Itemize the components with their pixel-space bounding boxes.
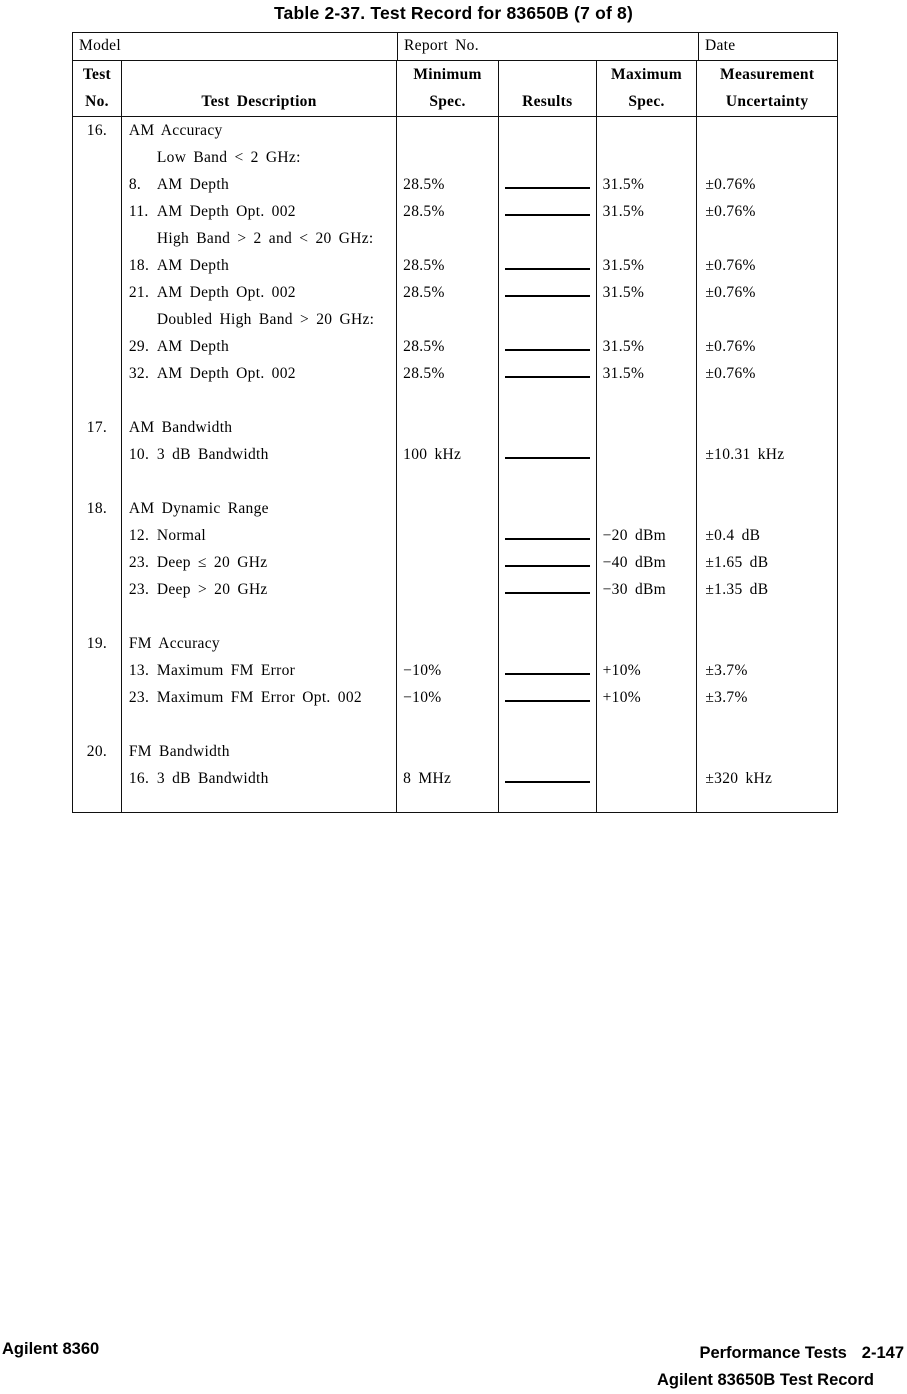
description-text: AM Depth Opt. 002 xyxy=(156,365,296,382)
cell-description xyxy=(121,279,396,306)
table-row xyxy=(73,144,837,171)
cell-max-spec: 31.5% xyxy=(596,252,697,279)
item-number: 13. xyxy=(128,662,150,679)
cell-description xyxy=(121,360,396,387)
cell-description xyxy=(121,765,396,792)
cell-max-spec xyxy=(596,765,697,792)
table-row xyxy=(73,684,837,711)
cell-test-no xyxy=(73,657,121,684)
cell-min-spec xyxy=(396,522,498,549)
spacer-row xyxy=(73,468,837,495)
cell-uncertainty: ±0.76% xyxy=(696,198,837,225)
spacer-row xyxy=(73,603,837,630)
description-text: AM Depth xyxy=(156,257,230,274)
cell-test-no xyxy=(73,198,121,225)
cell-description xyxy=(121,252,396,279)
description-text: AM Bandwidth xyxy=(128,419,233,436)
cell-max-spec xyxy=(596,117,697,144)
cell-max-spec: 31.5% xyxy=(596,279,697,306)
filler-cell xyxy=(498,792,596,812)
result-blank-line xyxy=(505,592,590,594)
cell-max-spec: 31.5% xyxy=(596,171,697,198)
cell-description xyxy=(121,576,396,603)
spacer-row xyxy=(73,387,837,414)
cell-description xyxy=(121,441,396,468)
result-blank-line xyxy=(505,214,590,216)
footer-page-number: 2-147 xyxy=(861,1344,904,1362)
column-header-row xyxy=(73,61,837,117)
description-text: Normal xyxy=(156,527,207,544)
table-body xyxy=(73,117,837,812)
cell-results xyxy=(498,225,596,252)
description-text: AM Depth xyxy=(156,338,230,355)
table-row xyxy=(73,738,837,765)
cell-description xyxy=(121,549,396,576)
cell-uncertainty: ±1.65 dB xyxy=(696,549,837,576)
cell-description xyxy=(121,657,396,684)
cell-description xyxy=(121,738,396,765)
cell-description xyxy=(121,333,396,360)
cell-results xyxy=(498,387,596,414)
cell-uncertainty: ±0.76% xyxy=(696,360,837,387)
filler-cell xyxy=(696,792,837,812)
cell-max-spec xyxy=(596,306,697,333)
cell-test-no: 18. xyxy=(86,500,108,517)
cell-min-spec xyxy=(396,387,498,414)
cell-results xyxy=(498,306,596,333)
cell-test-no xyxy=(73,765,121,792)
table-row xyxy=(73,198,837,225)
cell-test-no: 17. xyxy=(86,419,108,436)
table-row xyxy=(73,630,837,657)
cell-uncertainty xyxy=(696,630,837,657)
cell-results xyxy=(498,630,596,657)
table-row xyxy=(73,225,837,252)
cell-min-spec: 28.5% xyxy=(396,198,498,225)
item-number: 23. xyxy=(128,689,150,706)
cell-min-spec xyxy=(396,225,498,252)
cell-uncertainty: ±10.31 kHz xyxy=(696,441,837,468)
result-blank-line xyxy=(505,295,590,297)
cell-test-no: 19. xyxy=(86,635,108,652)
description-text: 3 dB Bandwidth xyxy=(156,446,269,463)
result-blank-line xyxy=(505,781,590,783)
cell-max-spec: +10% xyxy=(596,684,697,711)
cell-test-no xyxy=(73,468,121,495)
cell-uncertainty: ±3.7% xyxy=(696,684,837,711)
table-row xyxy=(73,333,837,360)
result-blank-line xyxy=(505,538,590,540)
cell-description xyxy=(121,171,396,198)
item-number: 8. xyxy=(128,176,142,193)
cell-results xyxy=(498,495,596,522)
page-title: Table 2-37. Test Record for 83650B (7 of 8) xyxy=(273,3,634,23)
cell-max-spec xyxy=(596,738,697,765)
cell-max-spec xyxy=(596,630,697,657)
filler-cell xyxy=(121,792,396,812)
cell-max-spec: −30 dBm xyxy=(596,576,697,603)
cell-max-spec: −40 dBm xyxy=(596,549,697,576)
cell-test-no xyxy=(73,252,121,279)
description-text: AM Depth Opt. 002 xyxy=(156,203,296,220)
cell-test-no xyxy=(73,684,121,711)
cell-min-spec: −10% xyxy=(396,657,498,684)
footer-right-block xyxy=(657,1340,904,1394)
cell-description xyxy=(121,684,396,711)
cell-description xyxy=(121,630,396,657)
cell-min-spec xyxy=(396,144,498,171)
cell-min-spec: −10% xyxy=(396,684,498,711)
colheader-test-no: Test No. xyxy=(82,66,112,110)
cell-test-no xyxy=(73,333,121,360)
cell-uncertainty xyxy=(696,306,837,333)
cell-uncertainty xyxy=(696,117,837,144)
info-model: Model xyxy=(79,37,121,54)
footer-page-header xyxy=(657,1340,904,1367)
cell-max-spec xyxy=(596,387,697,414)
cell-results xyxy=(498,603,596,630)
cell-min-spec xyxy=(396,549,498,576)
cell-min-spec: 28.5% xyxy=(396,279,498,306)
table-row xyxy=(73,117,837,144)
cell-description xyxy=(121,144,396,171)
cell-max-spec: +10% xyxy=(596,657,697,684)
cell-max-spec xyxy=(596,441,697,468)
cell-test-no xyxy=(73,360,121,387)
cell-results xyxy=(498,522,596,549)
cell-description xyxy=(121,306,396,333)
cell-description xyxy=(121,414,396,441)
item-number: 12. xyxy=(128,527,150,544)
cell-results xyxy=(498,711,596,738)
cell-description xyxy=(121,468,396,495)
cell-results xyxy=(498,333,596,360)
cell-test-no xyxy=(73,603,121,630)
cell-uncertainty xyxy=(696,711,837,738)
result-blank-line xyxy=(505,565,590,567)
table-row xyxy=(73,306,837,333)
description-text: Doubled High Band > 20 GHz: xyxy=(156,311,375,328)
cell-results xyxy=(498,117,596,144)
item-number: 16. xyxy=(128,770,150,787)
cell-test-no xyxy=(73,576,121,603)
item-number: 10. xyxy=(128,446,150,463)
cell-min-spec xyxy=(396,468,498,495)
cell-uncertainty xyxy=(696,603,837,630)
table-row xyxy=(73,522,837,549)
result-blank-line xyxy=(505,268,590,270)
cell-results xyxy=(498,144,596,171)
item-number: 18. xyxy=(128,257,150,274)
cell-results xyxy=(498,360,596,387)
cell-min-spec xyxy=(396,495,498,522)
filler-row xyxy=(73,792,837,812)
cell-test-no xyxy=(73,225,121,252)
cell-test-no xyxy=(73,144,121,171)
info-report-no: Report No. xyxy=(397,33,698,60)
cell-results xyxy=(498,414,596,441)
cell-uncertainty: ±0.76% xyxy=(696,333,837,360)
cell-max-spec xyxy=(596,495,697,522)
colheader-min-spec: Minimum Spec. xyxy=(396,61,498,116)
info-header-row xyxy=(73,33,837,61)
item-number: 23. xyxy=(128,554,150,571)
cell-uncertainty xyxy=(696,144,837,171)
cell-min-spec: 28.5% xyxy=(396,333,498,360)
description-text: Deep ≤ 20 GHz xyxy=(156,554,268,571)
table-row xyxy=(73,414,837,441)
description-text: Maximum FM Error Opt. 002 xyxy=(156,689,362,706)
result-blank-line xyxy=(505,376,590,378)
cell-uncertainty: ±0.76% xyxy=(696,171,837,198)
description-text: High Band > 2 and < 20 GHz: xyxy=(156,230,374,247)
cell-test-no xyxy=(73,279,121,306)
cell-results xyxy=(498,441,596,468)
cell-test-no xyxy=(73,549,121,576)
description-text: Deep > 20 GHz xyxy=(156,581,268,598)
cell-results xyxy=(498,549,596,576)
cell-description xyxy=(121,387,396,414)
cell-results xyxy=(498,171,596,198)
result-blank-line xyxy=(505,457,590,459)
cell-min-spec: 28.5% xyxy=(396,171,498,198)
cell-min-spec xyxy=(396,117,498,144)
cell-results xyxy=(498,576,596,603)
cell-min-spec: 8 MHz xyxy=(396,765,498,792)
cell-min-spec xyxy=(396,738,498,765)
cell-min-spec xyxy=(396,576,498,603)
cell-description xyxy=(121,603,396,630)
table-row xyxy=(73,657,837,684)
cell-min-spec: 28.5% xyxy=(396,360,498,387)
cell-min-spec: 28.5% xyxy=(396,252,498,279)
description-text: FM Bandwidth xyxy=(128,743,230,760)
cell-min-spec xyxy=(396,711,498,738)
cell-min-spec xyxy=(396,630,498,657)
cell-max-spec: 31.5% xyxy=(596,198,697,225)
colheader-description: Test Description xyxy=(121,61,396,116)
footer-left-text: Agilent 8360 xyxy=(2,1340,100,1358)
footer-doc-title: Agilent 83650B Test Record xyxy=(656,1371,874,1389)
cell-test-no xyxy=(73,711,121,738)
table-row xyxy=(73,576,837,603)
colheader-uncertainty: Measurement Uncertainty xyxy=(696,61,837,116)
item-number: 23. xyxy=(128,581,150,598)
item-number: 21. xyxy=(128,284,150,301)
cell-results xyxy=(498,252,596,279)
cell-description xyxy=(121,495,396,522)
cell-uncertainty: ±0.76% xyxy=(696,279,837,306)
cell-uncertainty: ±0.4 dB xyxy=(696,522,837,549)
cell-min-spec: 100 kHz xyxy=(396,441,498,468)
cell-test-no: 20. xyxy=(86,743,108,760)
cell-description xyxy=(121,522,396,549)
result-blank-line xyxy=(505,700,590,702)
cell-test-no xyxy=(73,441,121,468)
cell-uncertainty: ±320 kHz xyxy=(696,765,837,792)
description-text: FM Accuracy xyxy=(128,635,220,652)
description-text: AM Depth xyxy=(156,176,230,193)
cell-results xyxy=(498,738,596,765)
cell-test-no xyxy=(73,522,121,549)
cell-max-spec xyxy=(596,468,697,495)
cell-uncertainty xyxy=(696,387,837,414)
colheader-results: Results xyxy=(498,61,596,116)
cell-description xyxy=(121,198,396,225)
cell-test-no xyxy=(73,306,121,333)
cell-min-spec xyxy=(396,306,498,333)
item-number: 29. xyxy=(128,338,150,355)
cell-description xyxy=(121,117,396,144)
table-row xyxy=(73,360,837,387)
description-text: Low Band < 2 GHz: xyxy=(156,149,301,166)
description-text: AM Accuracy xyxy=(128,122,223,139)
item-number: 32. xyxy=(128,365,150,382)
test-record-table xyxy=(72,32,838,813)
cell-results xyxy=(498,279,596,306)
cell-test-no xyxy=(73,171,121,198)
cell-uncertainty: ±3.7% xyxy=(696,657,837,684)
filler-cell xyxy=(73,792,121,812)
table-row xyxy=(73,279,837,306)
cell-results xyxy=(498,468,596,495)
cell-results xyxy=(498,198,596,225)
description-text: AM Depth Opt. 002 xyxy=(156,284,296,301)
result-blank-line xyxy=(505,349,590,351)
item-number: 11. xyxy=(128,203,149,220)
cell-min-spec xyxy=(396,603,498,630)
colheader-max-spec: Maximum Spec. xyxy=(596,61,697,116)
cell-uncertainty: ±1.35 dB xyxy=(696,576,837,603)
cell-test-no xyxy=(73,387,121,414)
footer-section-label: Performance Tests xyxy=(699,1344,847,1362)
cell-uncertainty xyxy=(696,414,837,441)
table-row xyxy=(73,252,837,279)
cell-results xyxy=(498,684,596,711)
table-row xyxy=(73,441,837,468)
cell-uncertainty xyxy=(696,738,837,765)
cell-results xyxy=(498,657,596,684)
filler-cell xyxy=(596,792,697,812)
table-row xyxy=(73,765,837,792)
cell-max-spec xyxy=(596,711,697,738)
table-row xyxy=(73,171,837,198)
description-text: Maximum FM Error xyxy=(156,662,296,679)
cell-max-spec: 31.5% xyxy=(596,360,697,387)
cell-max-spec xyxy=(596,225,697,252)
spacer-row xyxy=(73,711,837,738)
info-date: Date xyxy=(698,33,836,60)
cell-max-spec xyxy=(596,144,697,171)
table-row xyxy=(73,495,837,522)
cell-uncertainty xyxy=(696,468,837,495)
cell-max-spec: 31.5% xyxy=(596,333,697,360)
cell-uncertainty: ±0.76% xyxy=(696,252,837,279)
filler-cell xyxy=(396,792,498,812)
cell-max-spec xyxy=(596,603,697,630)
cell-results xyxy=(498,765,596,792)
description-text: 3 dB Bandwidth xyxy=(156,770,269,787)
cell-max-spec xyxy=(596,414,697,441)
cell-test-no: 16. xyxy=(86,122,108,139)
cell-description xyxy=(121,225,396,252)
cell-max-spec: −20 dBm xyxy=(596,522,697,549)
cell-uncertainty xyxy=(696,225,837,252)
description-text: AM Dynamic Range xyxy=(128,500,269,517)
cell-description xyxy=(121,711,396,738)
cell-uncertainty xyxy=(696,495,837,522)
table-row xyxy=(73,549,837,576)
result-blank-line xyxy=(505,187,590,189)
cell-min-spec xyxy=(396,414,498,441)
result-blank-line xyxy=(505,673,590,675)
